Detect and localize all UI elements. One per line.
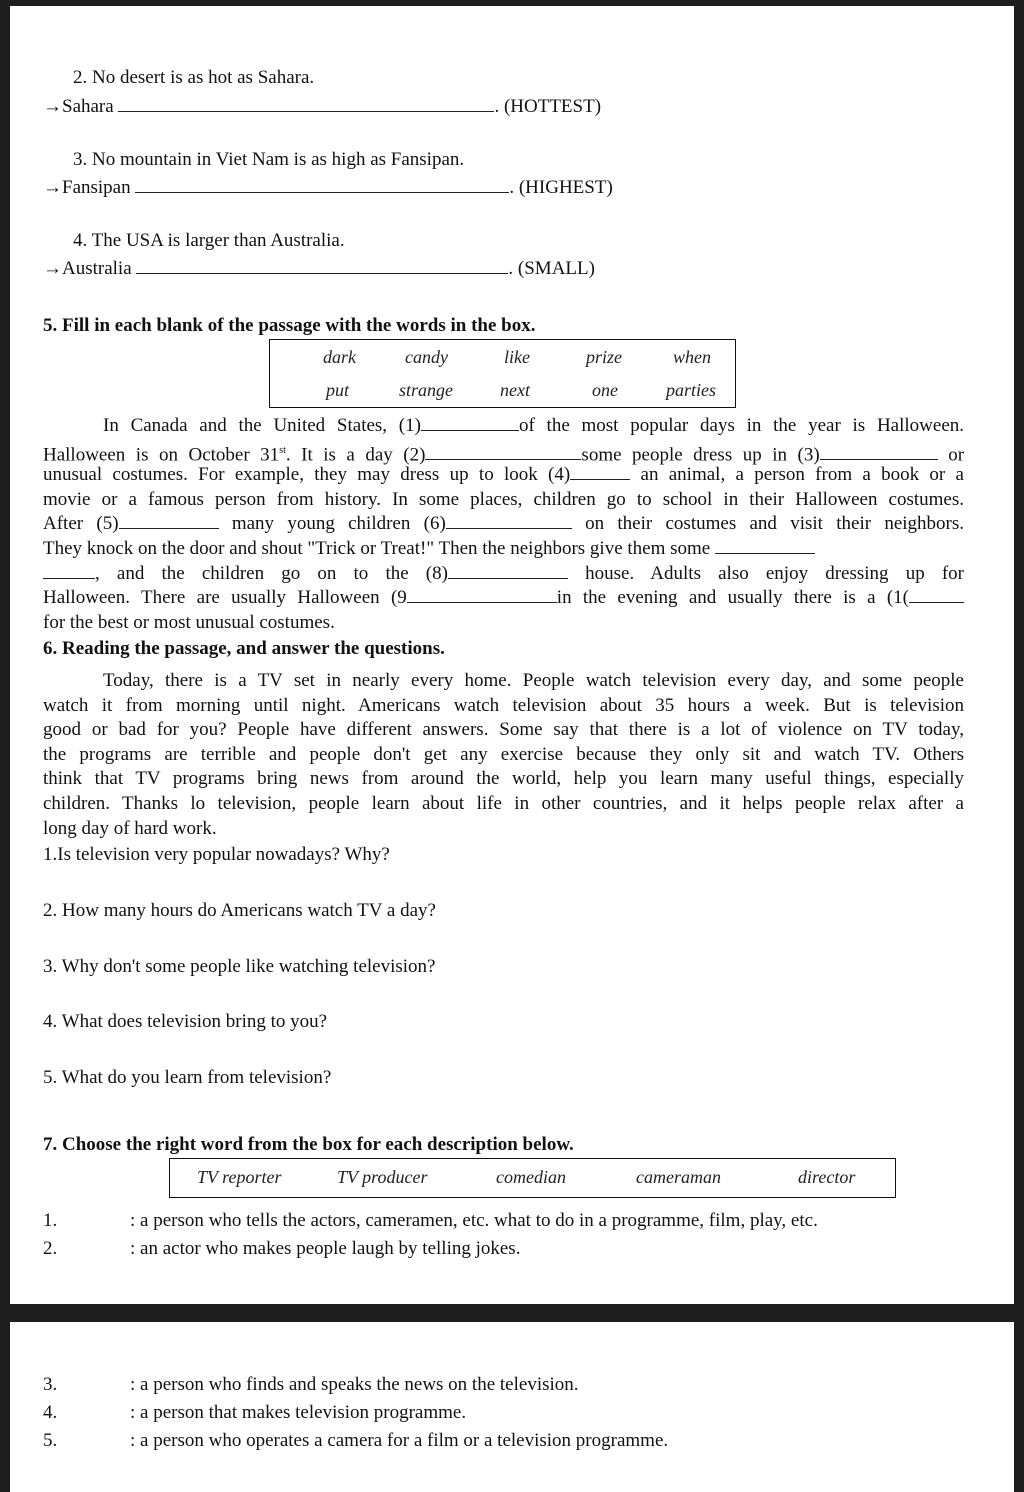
answer-blank[interactable] [136,257,508,274]
exercise-3-answer-line: →Fansipan . (HIGHEST) [43,177,613,198]
box-word: like [504,347,530,367]
box-word: parties [666,380,717,400]
box-word: next [500,380,530,400]
passage-line: , and the children go on to the (8) house. Adults also enjoy dressing up for [43,562,964,587]
question-2: 2. How many hours do Americans watch TV a day? [43,900,436,921]
blank-10[interactable] [909,586,964,603]
passage-line: unusual costumes. For example, they may dress up to look (4) an animal, a person from a book or a [43,464,964,486]
passage-line: They knock on the door and shout "Trick or Treat!" Then the neighbors give them some [43,537,964,562]
box-word: put [326,380,350,400]
box-word: one [592,380,618,400]
box-word: prize [586,347,622,367]
blank-2[interactable] [425,443,581,460]
box-word: TV reporter [197,1167,282,1187]
blank-4[interactable] [570,463,630,480]
item-number: 3. [43,1374,58,1395]
blank-7b[interactable] [43,562,95,579]
passage-line: Today, there is a TV set in nearly every home. People watch television every day, and some people [103,670,964,691]
box-word: dark [323,347,356,367]
passage-line: Halloween is on October 31st. It is a day (2) some people dress up in (3) or [43,443,965,465]
answer-blank[interactable] [135,176,509,193]
description-2: : an actor who makes people laugh by telling jokes. [130,1238,521,1259]
box-word: strange [399,380,453,400]
passage-line: movie or a famous person from history. In some places, children go to school in their Halloween costumes. [43,488,964,510]
blank-7a[interactable] [715,537,815,554]
box-word: comedian [496,1167,566,1187]
item-number: 1. [43,1210,58,1231]
blank-6[interactable] [446,512,572,529]
box-word: when [673,347,711,367]
description-1: : a person who tells the actors, cameramen, etc. what to do in a programme, film, play, etc. [130,1210,818,1231]
item-number: 2. [43,1238,58,1259]
tv-passage [43,669,964,841]
item-number: 5. [43,1430,58,1451]
worksheet-page-1 [10,6,1014,1304]
exercise-2-answer-line: →Sahara . (HOTTEST) [43,96,602,117]
description-3: : a person who finds and speaks the news on the television. [130,1374,579,1395]
section-7-title: 7. Choose the right word from the box for each description below. [43,1134,574,1155]
passage-line: Halloween. There are usually Halloween (9 in the evening and usually there is a (1( [43,586,964,611]
question-3: 3. Why don't some people like watching television? [43,956,436,977]
box-word: TV producer [337,1167,428,1187]
passage-line: After (5) many young children (6) on their costumes and visit their neighbors. [43,513,965,535]
passage-line: the programs are terrible and people don't get any exercise because they only sit and watch TV. Others [43,743,964,765]
blank-5[interactable] [119,512,219,529]
blank-1[interactable] [421,414,519,431]
description-4: : a person that makes television programme. [130,1402,467,1423]
exercise-4-answer-line: →Australia . (SMALL) [43,258,595,279]
passage-line: good or bad for you? People have different answers. Some say that there is a lot of violence on TV today, [43,719,964,741]
blank-9[interactable] [407,586,557,603]
halloween-passage [43,414,964,635]
passage-line: long day of hard work. [43,817,217,839]
passage-line: think that TV programs bring news from around the world, help you learn many useful things, especially [43,768,964,790]
answer-blank[interactable] [118,95,494,112]
question-5: 5. What do you learn from television? [43,1067,332,1088]
box-word: director [798,1167,856,1187]
box-word: candy [405,347,448,367]
blank-8[interactable] [448,562,568,579]
passage-line: In Canada and the United States, (1) of the most popular days in the year is Halloween. [103,415,965,436]
blank-3[interactable] [820,443,938,460]
box-word: cameraman [636,1167,721,1187]
passage-line: children. Thanks lo television, people learn about life in other countries, and it helps people relax after a [43,792,964,814]
worksheet-page-2 [10,1322,1014,1492]
section-5-title: 5. Fill in each blank of the passage with the words in the box. [43,315,536,336]
exercise-3-prompt: 3. No mountain in Viet Nam is as high as Fansipan. [73,149,465,170]
description-5: : a person who operates a camera for a film or a television programme. [130,1430,669,1451]
question-1: 1.Is television very popular nowadays? Why? [43,844,390,865]
exercise-2-prompt: 2. No desert is as hot as Sahara. [73,67,315,88]
passage-line: watch it from morning until night. Americans watch television about 35 hours a week. But is television [43,694,964,716]
exercise-4-prompt: 4. The USA is larger than Australia. [73,230,345,251]
item-number: 4. [43,1402,58,1423]
passage-line: for the best or most unusual costumes. [43,611,335,633]
question-4: 4. What does television bring to you? [43,1011,328,1032]
section-6-title: 6. Reading the passage, and answer the questions. [43,638,445,659]
